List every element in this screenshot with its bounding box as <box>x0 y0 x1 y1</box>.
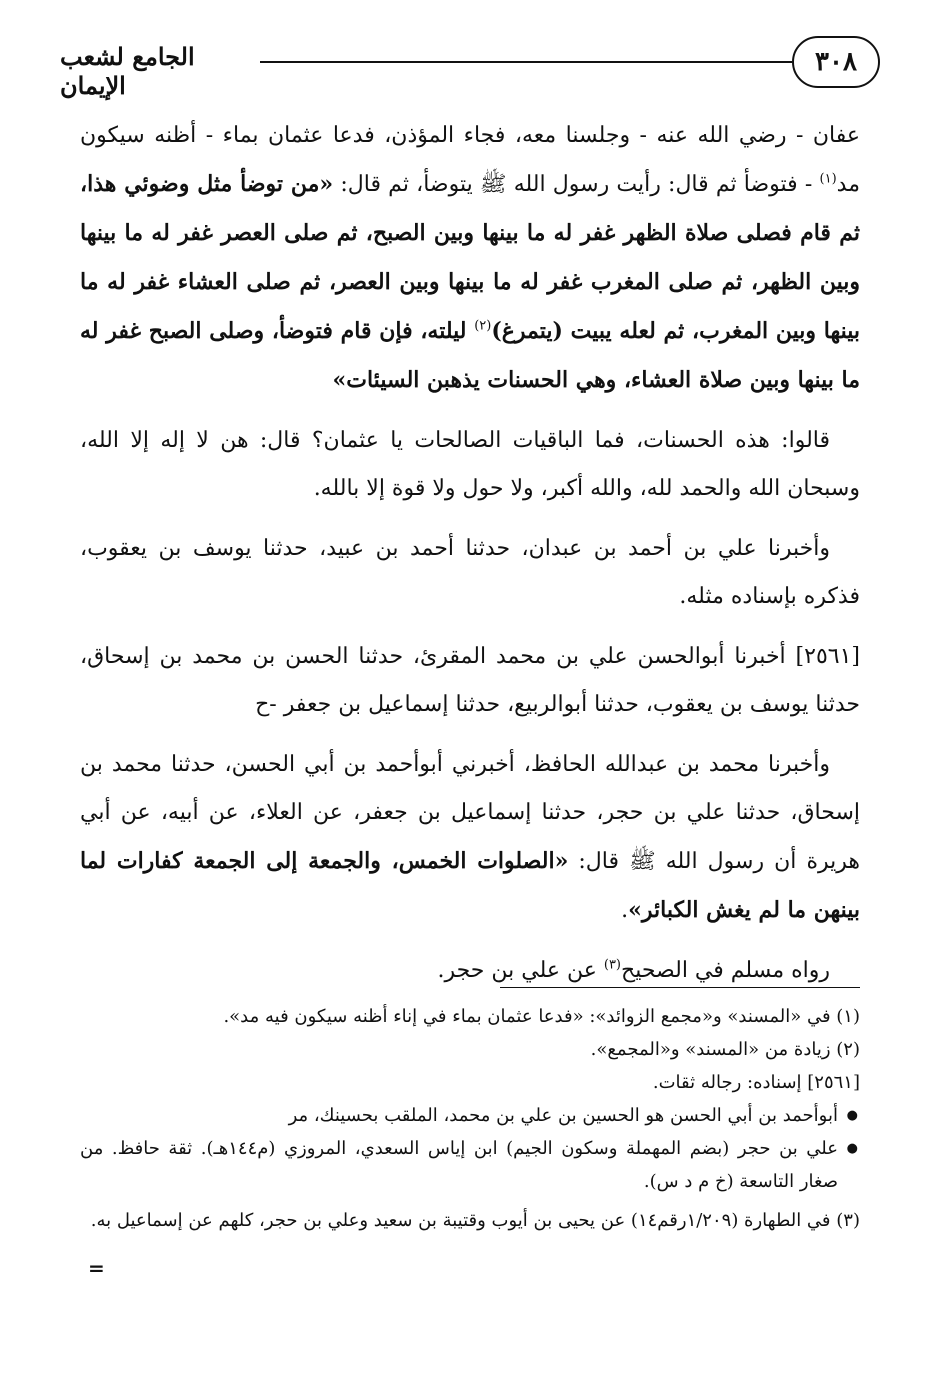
book-title: الجامع لشعب الإيمان <box>60 42 195 100</box>
footnote-1: (١) في «المسند» و«مجمع الزوائد»: «فدعا عثمان بماء في إناء أظنه سيكون فيه مد». <box>223 1006 860 1027</box>
paragraph-hadith-2561: [٢٥٦١] أخبرنا أبوالحسن علي بن محمد المقرئ، حدثنا الحسن بن محمد بن إسحاق، حدثنا يوسف بن يعقوب، حدثنا أبوالربيع، حدثنا إسماعيل بن جعفر -ح <box>80 644 860 717</box>
page-number: ٣٠٨ <box>792 36 880 88</box>
continuation-mark: = <box>88 1256 105 1280</box>
text-segment: . <box>621 898 629 923</box>
hadith-text: «من توضأ مثل وضوئي هذا، ثم قام فصلى صلاة الظهر غفر له ما بينها وبين الصبح، ثم صلى العصر غفر له ما بينها وبين الظهر، ثم صلى المغرب غفر له ما بينها وبين العصر، ثم صلى العشاء غفر له ما بينها وبين المغرب، ثم لعله يبيت (يتمرغ) <box>80 171 860 344</box>
paragraph-isnad-2 <box>80 741 860 935</box>
narrator-item: ● علي بن حجر (بضم المهملة وسكون الجيم) ابن إياس السعدي، المروزي (م١٤٤هـ). ثقة حافظ. من صغار التاسعة (خ م د س). <box>80 1132 838 1198</box>
footnote-2: (٢) زيادة من «المسند» و«المجمع». <box>590 1039 860 1060</box>
paragraph-hadith-continuation <box>80 112 860 405</box>
footnote-3: (٣) في الطهارة (١/٢٠٩رقم١٤) عن يحيى بن أيوب وقتيبة بن سعيد وعلي بن حجر، كلهم عن إسماعيل به. <box>90 1210 860 1231</box>
text-segment: رواه مسلم في الصحيح <box>621 958 830 983</box>
hadith-text: ليلته، فإن قام فتوضأ، وصلى الصبح غفر له ما بينها وبين صلاة العشاء، وهي الحسنات يذهبن السيئات» <box>80 318 860 393</box>
narrator-item: ● أبوأحمد بن أبي الحسن هو الحسين بن علي بن محمد، الملقب بحسينك، مر <box>80 1099 838 1132</box>
footnote-ref-1: (١) <box>819 171 837 187</box>
footnote-isnad-heading: [٢٥٦١] إسناده: رجاله ثقات. <box>652 1072 860 1093</box>
paragraph-baqiyat: قالوا: هذه الحسنات، فما الباقيات الصالحات يا عثمان؟ قال: هن لا إله إلا الله، وسبحان الله والحمد لله، والله أكبر، ولا حول ولا قوة إلا بالله. <box>80 428 860 501</box>
footnotes <box>80 1000 860 1237</box>
footnote-separator <box>500 987 860 988</box>
text-segment: عن علي بن حجر. <box>437 958 604 983</box>
footnote-ref-2: (٢) <box>474 318 492 334</box>
main-text <box>80 112 860 1007</box>
text-segment: عفان - رضي الله عنه - وجلسنا معه، فجاء المؤذن، فدعا عثمان بماء - أظنه سيكون مد <box>80 123 861 197</box>
hadith-text: «الصلوات الخمس، والجمعة إلى الجمعة كفارات لما بينهن ما لم يغش الكبائر» <box>80 848 860 923</box>
page-header <box>60 36 880 100</box>
text-segment: - فتوضأ ثم قال: رأيت رسول الله ﷺ يتوضأ، ثم قال: <box>333 172 820 197</box>
paragraph-isnad: وأخبرنا علي بن أحمد بن عبدان، حدثنا أحمد بن عبيد، حدثنا يوسف بن يعقوب، فذكره بإسناده مثله. <box>80 536 860 609</box>
text-segment: وأخبرنا محمد بن عبدالله الحافظ، أخبرني أبوأحمد بن أبي الحسن، حدثنا محمد بن إسحاق، حدثنا علي بن حجر، حدثنا إسماعيل بن جعفر، عن العلاء، عن أبيه، عن أبي هريرة أن رسول الله ﷺ قال: <box>80 752 860 874</box>
header-rule <box>260 61 792 63</box>
narrator-list <box>80 1099 860 1198</box>
footnote-ref-3: (٣) <box>603 957 621 973</box>
